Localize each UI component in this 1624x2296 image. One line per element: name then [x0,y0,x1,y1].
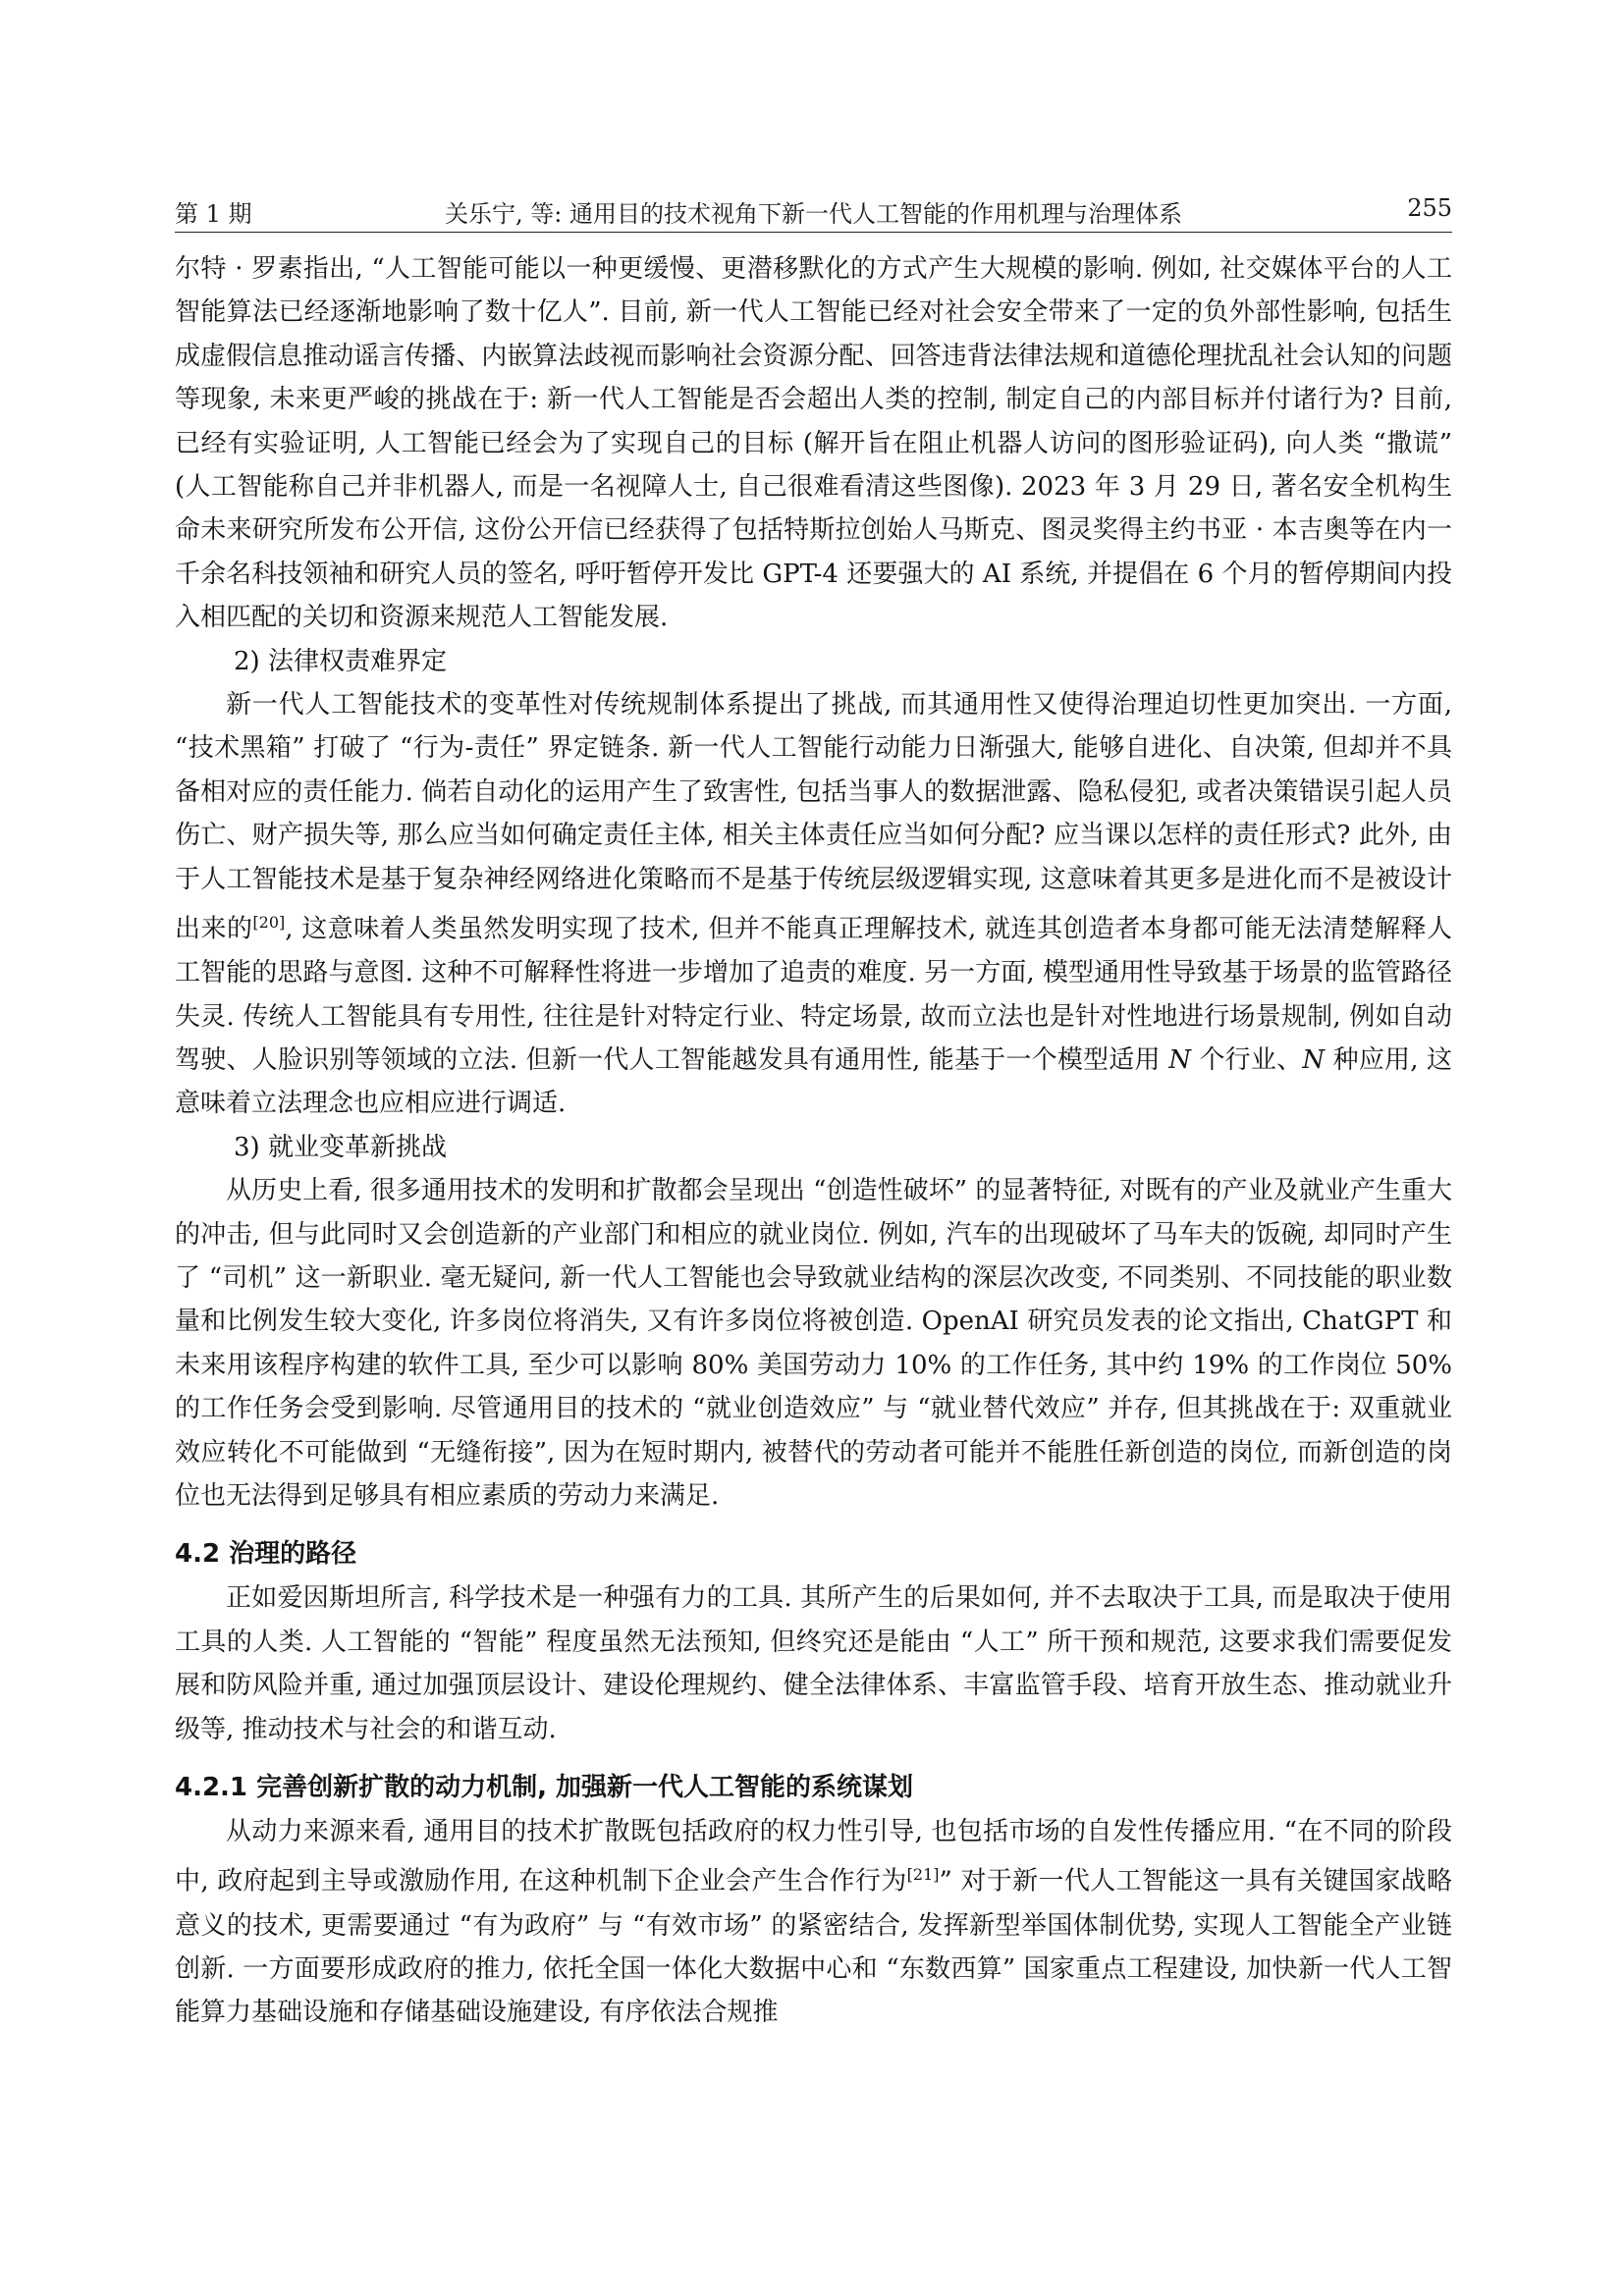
section-heading-4-2: 4.2 治理的路径 [175,1539,357,1570]
paragraph-text: 种应用, 这意味着立法理念也应相应进行调适. [175,1044,1453,1119]
paragraph-text: 个行业、 [1190,1044,1303,1075]
citation-21: [21] [906,1865,940,1885]
citation-20: [20] [252,913,286,933]
paragraph-legal-liability [175,683,1452,1126]
paragraph-employment: 从历史上看, 很多通用技术的发明和扩散都会呈现出 “创造性破坏” 的显著特征, 对既有的产业及就业产生重大的冲击, 但与此同时又会创造新的产业部门和相应的就业岗位. 例如, 汽车的出现破坏了马车夫的饭碗, 却同时产生了 “司机” 这一新职业. 毫无疑问, 新一代人工智能也会导致就业结构的深层次改变, 不同类别、不同技能的职业数量和比例发生较大变化, 许多岗位将消失, 又有许多岗位将被创造. OpenAI 研究员发表的论文指出, ChatGPT 和未来用该程序构建的软件工具, 至少可以影响 80% 美国劳动力 10% 的工作任务, 其中约 19% 的工作岗位 50% 的工作任务会受到影响. 尽管通用目的技术的 “就业创造效应” 与 “就业替代效应” 并存, 但其挑战在于: 双重就业效应转化不可能做到 “无缝衔接”, 因为在短时期内, 被替代的劳动者可能并不能胜任新创造的岗位, 而新创造的岗位也无法得到足够具有相应素质的劳动力来满足. [175,1176,1452,1512]
paragraph-text: , 这意味着人类虽然发明实现了技术, 但并不能真正理解技术, 就连其创造者本身都可能无法清楚解释人工智能的思路与意图. 这种不可解释性将进一步增加了追责的难度. 另一方面, 模型通用性导致基于场景的监管路径失灵. 传统人工智能具有专用性, 往往是针对特定行业、特定场景, 故而立法也是针对性地进行场景规制, 例如自动驾驶、人脸识别等领域的立法. 但新一代人工智能越发具有通用性, 能基于一个模型适用 [175,914,1452,1075]
math-n: N [1302,1044,1326,1075]
paragraph-text: 新一代人工智能技术的变革性对传统规制体系提出了挑战, 而其通用性又使得治理迫切性更加突出. 一方面, “技术黑箱” 打破了 “行为-责任” 界定链条. 新一代人工智能行动能力日渐强大, 能够自进化、自决策, 但却并不具备相对应的责任能力. 倘若自动化的运用产生了致害性, 包括当事人的数据泄露、隐私侵犯, 或者决策错误引起人员伤亡、财产损失等, 那么应当如何确定责任主体, 相关主体责任应当如何分配? 应当课以怎样的责任形式? 此外, 由于人工智能技术是基于复杂神经网络进化策略而不是基于传统层级逻辑实现, 这意味着其更多是进化而不是被设计出来的 [175,690,1452,944]
article-body [175,247,1452,2035]
running-head [175,194,1452,228]
paragraph-text: ” 对于新一代人工智能这一具有关键国家战略意义的技术, 更需要通过 “有为政府” 与 “有效市场” 的紧密结合, 发挥新型举国体制优势, 实现人工智能全产业链创新. 一方面要形成政府的推力, 依托全国一体化大数据中心和 “东数西算” 国家重点工程建设, 加快新一代人工智能算力基础设施和存储基础设施建设, 有序依法合规推 [175,1867,1452,2028]
issue-label: 第 1 期 [175,200,252,228]
paragraph-social-risk: 尔特 · 罗素指出, “人工智能可能以一种更缓慢、更潜移默化的方式产生大规模的影响. 例如, 社交媒体平台的人工智能算法已经逐渐地影响了数十亿人”. 目前, 新一代人工智能已经对社会安全带来了一定的负外部性影响, 包括生成虚假信息推动谣言传播、内嵌算法歧视而影响社会资源分配、回答违背法律法规和道德伦理扰乱社会认知的问题等现象, 未来更严峻的挑战在于: 新一代人工智能是否会超出人类的控制, 制定自己的内部目标并付诸行为? 目前, 已经有实验证明, 人工智能已经会为了实现自己的目标 (解开旨在阻止机器人访问的图形验证码), 向人类 “撒谎” (人工智能称自己并非机器人, 而是一名视障人士, 自己很难看清这些图像). 2023 年 3 月 29 日, 著名安全机构生命未来研究所发布公开信, 这份公开信已经获得了包括特斯拉创始人马斯克、图灵奖得主约书亚 · 本吉奥等在内一千余名科技领袖和研究人员的签名, 呼吁暂停开发比 GPT-4 还要强大的 AI 系统, 并提倡在 6 个月的暂停期间内投入相匹配的关切和资源来规范人工智能发展. [175,254,1452,633]
section-heading-4-2-1: 4.2.1 完善创新扩散的动力机制, 加强新一代人工智能的系统谋划 [175,1773,914,1803]
subheading-legal-liability: 2) 法律权责难界定 [234,646,447,676]
page-number: 255 [1407,194,1452,222]
header-rule [175,232,1452,233]
subheading-employment: 3) 就业变革新挑战 [234,1132,447,1162]
paragraph-governance-path: 正如爱因斯坦所言, 科学技术是一种强有力的工具. 其所产生的后果如何, 并不去取决于工具, 而是取决于使用工具的人类. 人工智能的 “智能” 程度虽然无法预知, 但终究还是能由 “人工” 所干预和规范, 这要求我们需要促发展和防风险并重, 通过加强顶层设计、建设伦理规约、健全法律体系、丰富监管手段、培育开放生态、推动就业升级等, 推动技术与社会的和谐互动. [175,1583,1452,1744]
paragraph-text: 从动力来源来看, 通用目的技术扩散既包括政府的权力性引导, 也包括市场的自发性传播应用. “在不同的阶段中, 政府起到主导或激励作用, 在这种机制下企业会产生合作行为 [175,1817,1452,1897]
paragraph-diffusion-mechanism [175,1810,1452,2035]
math-n: N [1168,1044,1191,1075]
article-running-title: 关乐宁, 等: 通用目的技术视角下新一代人工智能的作用机理与治理体系 [445,200,1182,228]
